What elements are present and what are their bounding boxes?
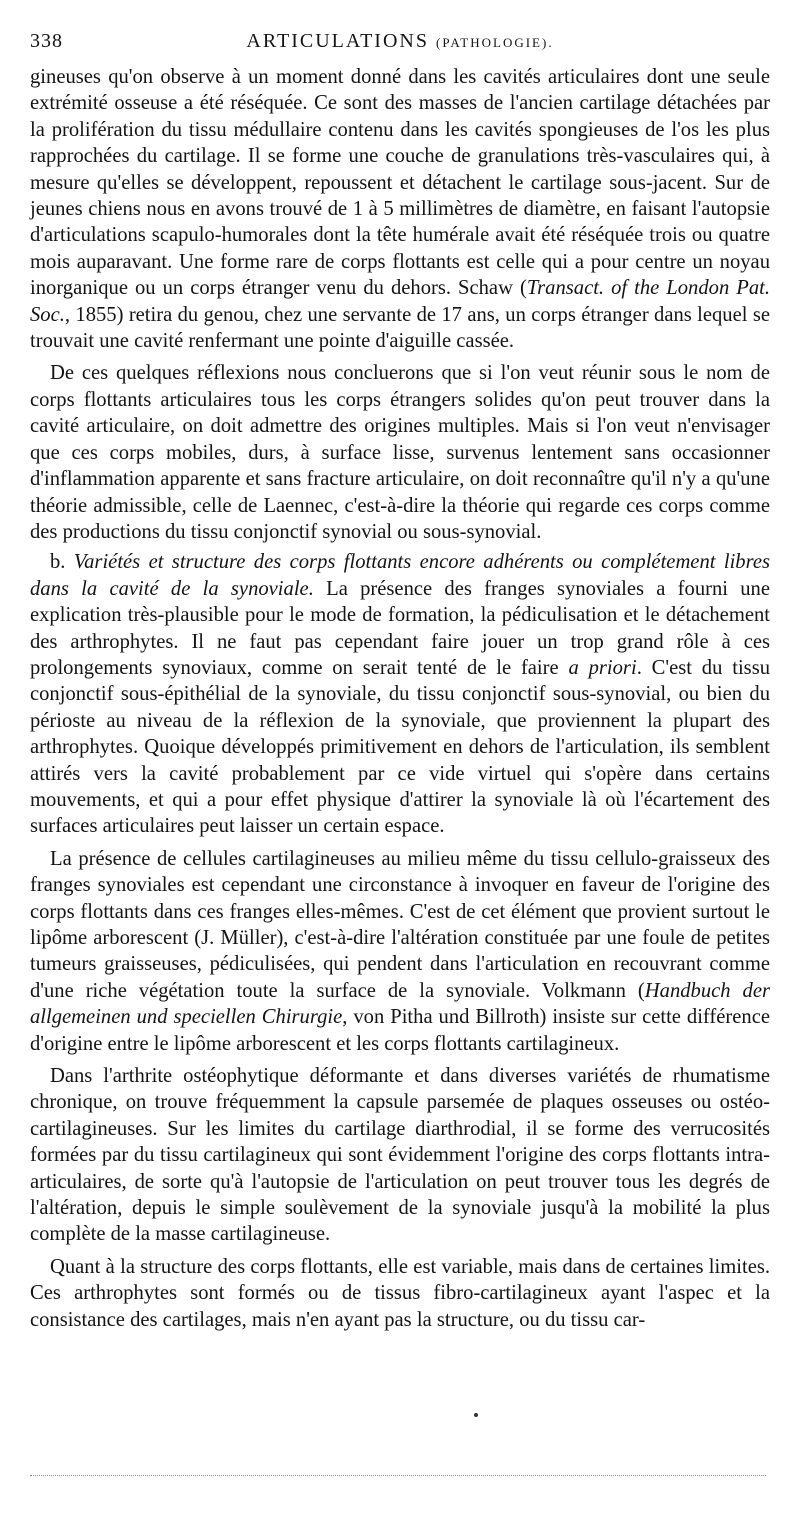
body-text: [30, 64, 770, 1333]
section-b-paragraph: [30, 549, 770, 839]
paragraph-text: gineuses qu'on observe à un moment donné dans les cavités articulaires dont une seule extrémité osseuse a été réséquée. Ce sont des masses de l'ancien cartilage détachées par la prolifération du tissu médullaire contenu dans les cavités spongieuses de l'os les plus rapprochées du cartilage. Il se forme une couche de granulations très-vasculaires qui, à mesure qu'elles se développent, repoussent et détachent le cartilage sous-jacent. Sur de jeunes chiens nous en avons trouvé de 1 à 5 millimètres de diamètre, en faisant l'autopsie d'articulations scapulo-humorales dont la tête humérale avait été réséquée trois ou quatre mois auparavant. Une forme rare de corps flottants est celle qui a pour centre un noyau inorganique ou un corps étranger venu du dehors. Schaw (: [30, 66, 770, 300]
ink-speck: [474, 1413, 478, 1417]
paragraph-text: . C'est du tissu conjonctif sous-épithélial de la synoviale, du tissu conjonctif sous-synovial, ou bien du périoste au niveau de la réflexion de la synoviale, que proviennent la plupart des arthrophytes. Quoique développés primitivement en dehors de l'articulation, ils semblent attirés vers la cavité probablement par ce vide virtuel qui s'opère dans certains mouvements, et qui a pour effet physique d'attirer la synoviale là où l'écartement des surfaces articulaires peut laisser un certain espace.: [30, 656, 771, 838]
paragraph-continuation: [30, 64, 770, 354]
citation-title: Handbuch der allgemeinen und speciellen Chirurgie: [30, 979, 770, 1029]
paragraph-text: La présence de cellules cartilagineuses au milieu même du tissu cellulo-graisseux des franges synoviales est cependant une circonstance à invoquer en faveur de l'origine des corps flottants dans ces franges elles-mêmes. C'est de cet élément que provient surtout le lipôme arborescent (J. Müller), c'est-à-dire l'altération constituée par une foule de petites tumeurs graisseuses, pédiculisées, qui pendent dans l'articulation en recouvrant comme d'une riche végétation toute la surface de la synoviale. Volkmann (: [30, 847, 770, 1002]
running-head-title: ARTICULATIONS: [246, 30, 429, 52]
paragraph-text: , 1855) retira du genou, chez une servante de 17 ans, un corps étranger dans lequel se trouvait une cavité renfermant une pointe d'aiguille cassée.: [30, 303, 770, 353]
running-head: [30, 30, 770, 53]
paragraph-arthrite: Dans l'arthrite ostéophytique déformante et dans diverses variétés de rhumatisme chronique, on trouve fréquemment la capsule parsemée de plaques osseuses ou ostéo-cartilagineuses. Sur les limites du cartilage diarthrodial, il se forme des verrucosités formées par du tissu cartilagineux qui sont évidemment l'origine des corps flottants intra-articulaires, de sorte qu'à l'autopsie de l'articulation on peut trouver tous les degrés de l'altération, depuis le simple soulèvement de la synoviale jusqu'à la mobilité la plus complète de la masse cartilagineuse.: [30, 1065, 770, 1246]
paragraph-conclusion: De ces quelques réflexions nous concluerons que si l'on veut réunir sous le nom de corps flottants articulaires tous les corps étrangers solides qu'on peut trouver dans la cavité articulaire, on doit admettre des origines multiples. Mais si l'on veut n'envisager que ces corps mobiles, durs, à surface lisse, survenus lentement sans occasionner d'inflammation apparente et sans fracture articulaire, on doit reconnaître qu'il n'y a qu'une théorie admissible, celle de Laennec, c'est-à-dire la théorie qui regarde ces corps comme des productions du tissu conjonctif synovial ou sous-synovial.: [30, 362, 770, 543]
page-header: [30, 30, 770, 56]
paragraph-text: , von Pitha und Billroth) insiste sur cette différence d'origine entre le lipôme arborescent et les corps flottants cartilagineux.: [30, 1006, 770, 1055]
paragraph-structure: Quant à la structure des corps flottants, elle est variable, mais dans de certaines limites. Ces arthrophytes sont formés ou de tissus fibro-cartilagineux ayant l'aspec et la consistance des cartilages, mais n'en ayant pas la structure, ou du tissu car-: [30, 1255, 770, 1331]
citation-title: Transact. of the London Pat. Soc.: [30, 277, 771, 326]
bottom-dotted-rule: [30, 1475, 766, 1476]
section-heading: Variétés et structure des corps flottants encore adhérents ou complétement libres dans la cavité de la synoviale.: [30, 551, 770, 600]
latin-phrase: a priori: [568, 656, 637, 679]
section-label: b.: [50, 551, 66, 574]
paragraph-text: La présence des franges synoviales a fourni une explication très-plausible pour le mode de formation, la pédiculisation et le détachement des arthrophytes. Il ne faut pas cependant faire jouer un trop grand rôle à ces prolongements synoviaux, comme on serait tenté de le faire: [30, 577, 770, 679]
paragraph-lipome: [30, 846, 770, 1057]
page-number: 338: [30, 30, 63, 52]
running-head-subtitle: (PATHOLOGIE).: [435, 35, 554, 50]
